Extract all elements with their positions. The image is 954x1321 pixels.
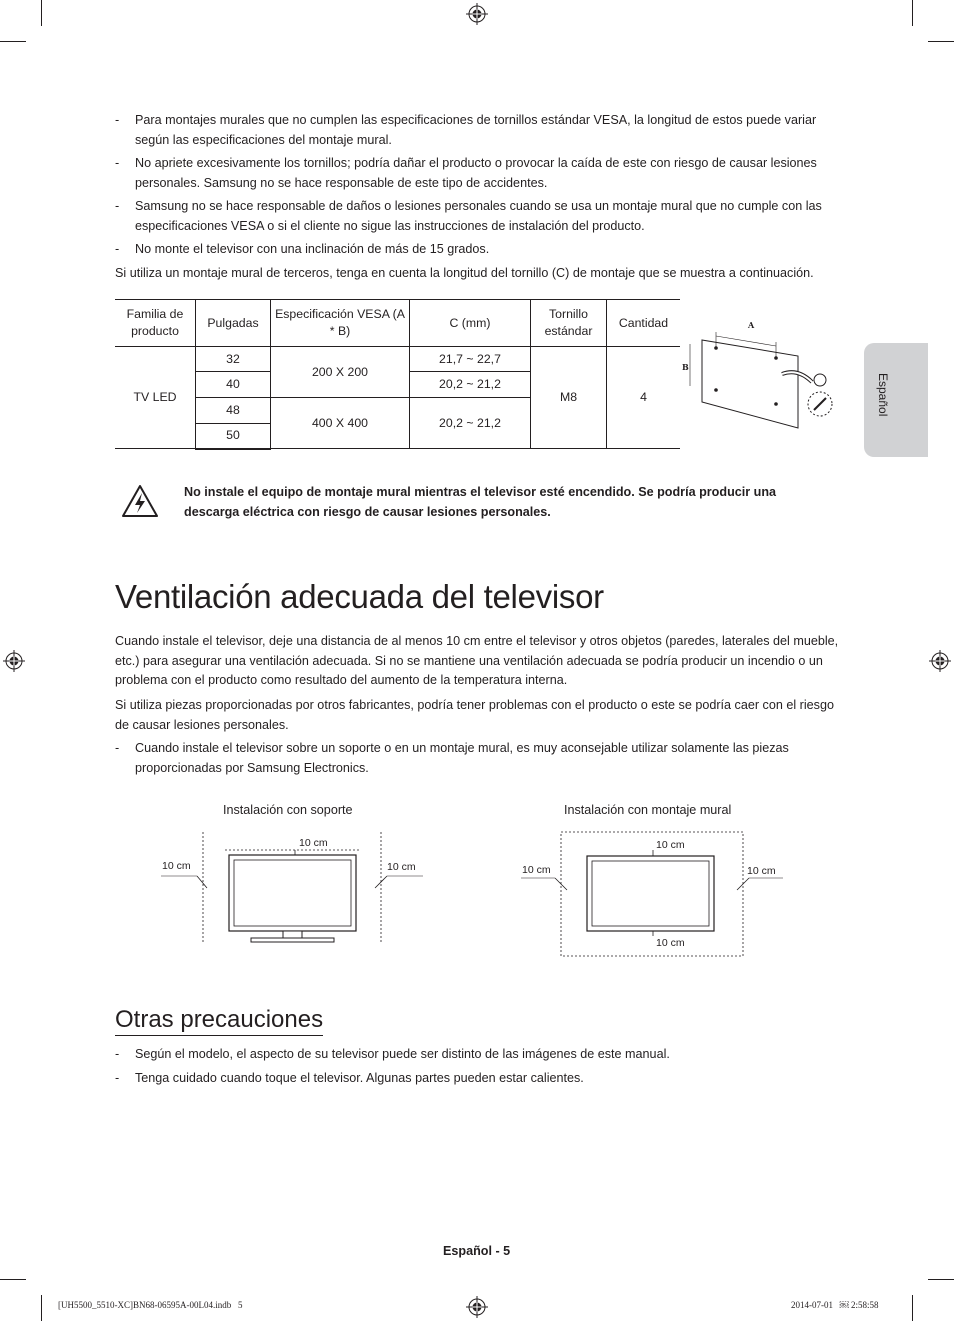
distance-label: 10 cm — [522, 864, 551, 876]
distance-label: 10 cm — [747, 865, 776, 877]
figure-caption-stand: Instalación con soporte — [223, 803, 353, 817]
wall-installation-figure — [515, 826, 790, 961]
table-header: Especificación VESA (A * B) — [271, 300, 410, 347]
table-cell-inches: 40 — [196, 372, 271, 398]
dimension-label-b: B — [682, 362, 689, 372]
table-cell-screw: M8 — [531, 347, 607, 449]
bullet-item: - Para montajes murales que no cumplen las especificaciones de tornillos estándar VESA, la longitud de estos puede variar según las especificaciones del montaje mural. — [115, 113, 817, 147]
table-cell-vesa: 400 X 400 — [271, 398, 410, 449]
table-cell-vesa: 200 X 200 — [271, 347, 410, 398]
crop-mark — [912, 1295, 913, 1321]
electric-warning-icon — [121, 484, 159, 518]
table-cell-c: 20,2 ~ 21,2 — [410, 398, 531, 449]
side-tab-label: Español — [876, 373, 890, 417]
wall-mount-diagram — [680, 318, 840, 430]
table-header: Cantidad — [607, 300, 681, 347]
footer-file-info: [UH5500_5510-XC]BN68-06595A-00L04.indb 5 — [58, 1300, 243, 1310]
bullet-item: - Samsung no se hace responsable de daños o lesiones personales cuando se usa un montaje mural que no cumple con las especificaciones VESA o si el cliente no sigue las instrucciones de instalación del producto. — [115, 199, 822, 233]
registration-mark-icon — [929, 650, 951, 672]
section-heading: Otras precauciones — [115, 1006, 323, 1036]
crop-mark — [928, 1279, 954, 1280]
bullet-item: - Cuando instale el televisor sobre un soporte o en un montaje mural, es muy aconsejable utilizar solamente las piezas proporcionadas por Samsung Electronics. — [115, 741, 789, 775]
table-header: Familia de producto — [115, 300, 196, 347]
page-number: Español - 5 — [443, 1244, 511, 1258]
crop-mark — [41, 0, 42, 26]
paragraph: Cuando instale el televisor, deje una distancia de al menos 10 cm entre el televisor y otros objetos (paredes, laterales del mueble, etc.) para asegurar una ventilación adecuada. Si no se mantiene una ventilación adecuada se podría producir un incendio o un problema con el producto como resultado del aumento de la temperatura interna. — [115, 634, 839, 687]
vesa-spec-table — [115, 299, 680, 450]
figure-caption-wall: Instalación con montaje mural — [564, 803, 732, 817]
table-header: Pulgadas — [196, 300, 271, 347]
bullet-item: - No apriete excesivamente los tornillos; podría dañar el producto o provocar la caída de este con riesgo de causar lesiones personales. Samsung no se hace responsable de este tipo de accidentes. — [115, 156, 817, 190]
page-title: Ventilación adecuada del televisor — [115, 578, 604, 615]
language-side-tab — [864, 343, 928, 457]
crop-mark — [41, 1295, 42, 1321]
crop-mark — [0, 41, 26, 42]
paragraph: Si utiliza piezas proporcionadas por otros fabricantes, podría tener problemas con el producto o este se podría caer con el riesgo de causar lesiones personales. — [115, 698, 834, 732]
registration-mark-icon — [466, 3, 488, 25]
table-cell-inches: 32 — [196, 347, 271, 372]
bullet-item: - Tenga cuidado cuando toque el televisor. Algunas partes pueden estar calientes. — [115, 1071, 584, 1085]
registration-mark-icon — [3, 650, 25, 672]
table-cell-c: 20,2 ~ 21,2 — [410, 372, 531, 398]
table-cell-quantity: 4 — [607, 347, 681, 449]
distance-label: 10 cm — [656, 839, 685, 851]
distance-label: 10 cm — [387, 861, 416, 873]
crop-mark — [912, 0, 913, 26]
table-cell-inches: 48 — [196, 398, 271, 424]
distance-label: 10 cm — [299, 837, 328, 849]
bullet-item: - No monte el televisor con una inclinación de más de 15 grados. — [115, 242, 490, 256]
intro-text: Si utiliza un montaje mural de terceros, tenga en cuenta la longitud del tornillo (C) de montaje que se muestra a continuación. — [115, 266, 814, 280]
registration-mark-icon — [466, 1296, 488, 1318]
dimension-label-a: A — [748, 320, 755, 330]
crop-mark — [0, 1279, 26, 1280]
table-cell-c: 21,7 ~ 22,7 — [410, 347, 531, 372]
bullet-item: - Según el modelo, el aspecto de su televisor puede ser distinto de las imágenes de este manual. — [115, 1047, 670, 1061]
distance-label: 10 cm — [656, 937, 685, 949]
table-header: C (mm) — [410, 300, 531, 347]
warning-text: No instale el equipo de montaje mural mientras el televisor esté encendido. Se podría producir una descarga eléctrica con riesgo de causar lesiones personales. — [184, 485, 777, 519]
footer-timestamp: 2014-07-01 ￼ 2:58:58 — [791, 1300, 879, 1310]
table-header: Tornillo estándar — [531, 300, 607, 347]
table-cell-inches: 50 — [196, 424, 271, 449]
table-cell-family: TV LED — [115, 347, 196, 449]
distance-label: 10 cm — [162, 860, 191, 872]
stand-installation-figure — [155, 826, 430, 946]
crop-mark — [928, 41, 954, 42]
